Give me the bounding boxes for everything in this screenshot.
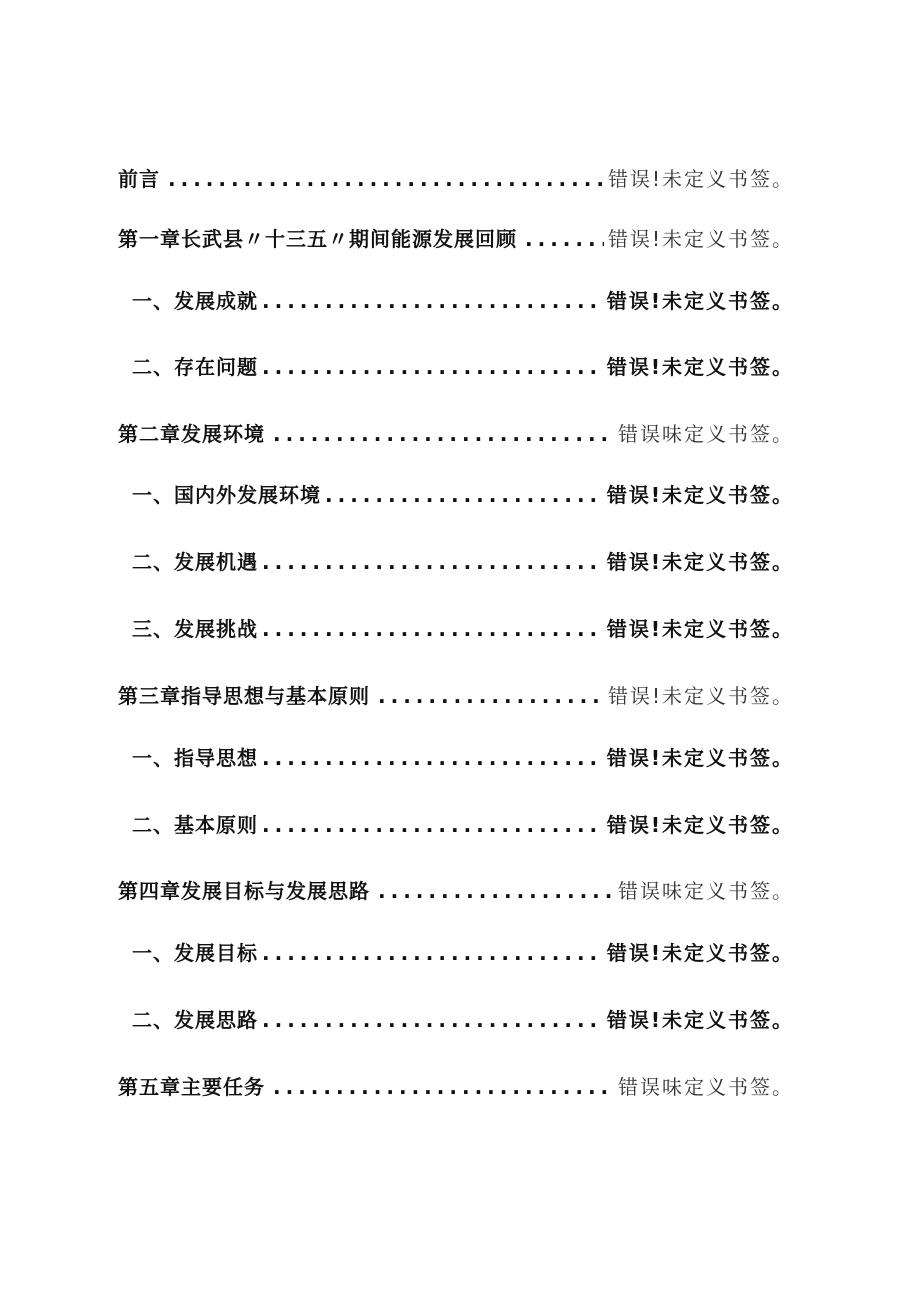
toc-page-reference: 错误!未定义书签。 bbox=[606, 550, 794, 574]
toc-dot-leader bbox=[262, 350, 603, 384]
toc-entry-chapter-3-section-1[interactable] bbox=[132, 741, 794, 775]
toc-entry-chapter-1-section-2[interactable] bbox=[132, 350, 794, 384]
toc-dot-leader bbox=[262, 545, 603, 579]
toc-entry-title: 前言 bbox=[118, 167, 160, 191]
toc-page-reference: 错误!未定义书签。 bbox=[606, 813, 794, 837]
toc-entry-chapter-5[interactable] bbox=[118, 1070, 794, 1104]
toc-entry-preface[interactable] bbox=[118, 162, 794, 196]
toc-entry-chapter-2-section-2[interactable] bbox=[132, 545, 794, 579]
toc-dot-leader bbox=[378, 874, 614, 908]
toc-dot-leader bbox=[262, 936, 603, 970]
toc-dot-leader bbox=[325, 478, 603, 512]
toc-entry-title: 二、存在问题 bbox=[132, 355, 258, 379]
toc-entry-chapter-3[interactable] bbox=[118, 679, 794, 713]
toc-entry-title: 一、发展目标 bbox=[132, 941, 258, 965]
toc-entry-title: 第三章指导思想与基本原则 bbox=[118, 684, 370, 708]
toc-dot-leader bbox=[168, 162, 604, 196]
toc-page-reference: 错误!未定义书签。 bbox=[606, 746, 794, 770]
toc-entry-title: 三、发展挑战 bbox=[132, 617, 258, 641]
toc-entry-chapter-2-section-1[interactable] bbox=[132, 478, 794, 512]
toc-entry-chapter-3-section-2[interactable] bbox=[132, 808, 794, 842]
toc-entry-chapter-4[interactable] bbox=[118, 874, 794, 908]
toc-dot-leader bbox=[262, 284, 603, 318]
toc-page-reference: 错误!未定义书签。 bbox=[606, 483, 794, 507]
toc-entry-chapter-2[interactable] bbox=[118, 417, 794, 451]
toc-page-reference: 错误味定义书签。 bbox=[618, 1075, 794, 1099]
toc-dot-leader bbox=[525, 222, 604, 256]
toc-entry-title: 第一章长武县〃十三五〃期间能源发展回顾 bbox=[118, 227, 517, 251]
toc-dot-leader bbox=[273, 1070, 614, 1104]
toc-entry-title: 第四章发展目标与发展思路 bbox=[118, 879, 370, 903]
toc-entry-chapter-1[interactable] bbox=[118, 222, 794, 256]
toc-page-reference: 错误!未定义书签。 bbox=[607, 227, 794, 251]
toc-entry-chapter-4-section-1[interactable] bbox=[132, 936, 794, 970]
toc-page-reference: 错误!未定义书签。 bbox=[606, 1008, 794, 1032]
toc-page-reference: 错误!未定义书签。 bbox=[607, 167, 794, 191]
toc-entry-title: 一、国内外发展环境 bbox=[132, 483, 321, 507]
toc-dot-leader bbox=[262, 1003, 603, 1037]
toc-entry-title: 第二章发展环境 bbox=[118, 422, 265, 446]
toc-entry-title: 二、基本原则 bbox=[132, 813, 258, 837]
toc-dot-leader bbox=[378, 679, 604, 713]
toc-entry-title: 一、指导思想 bbox=[132, 746, 258, 770]
toc-entry-chapter-2-section-3[interactable] bbox=[132, 612, 794, 646]
toc-entry-chapter-4-section-2[interactable] bbox=[132, 1003, 794, 1037]
toc-page-reference: 错误味定义书签。 bbox=[618, 422, 794, 446]
toc-entry-title: 第五章主要任务 bbox=[118, 1075, 265, 1099]
toc-dot-leader bbox=[262, 741, 603, 775]
toc-dot-leader bbox=[262, 808, 603, 842]
toc-entry-title: 二、发展思路 bbox=[132, 1008, 258, 1032]
toc-dot-leader bbox=[273, 417, 614, 451]
toc-page-reference: 错误!未定义书签。 bbox=[606, 617, 794, 641]
toc-page-reference: 错误!未定义书签。 bbox=[606, 289, 794, 313]
toc-page-reference: 错误!未定义书签。 bbox=[606, 355, 794, 379]
toc-page-reference: 错误!未定义书签。 bbox=[607, 684, 794, 708]
toc-page-reference: 错误味定义书签。 bbox=[618, 879, 794, 903]
toc-dot-leader bbox=[262, 612, 603, 646]
toc-entry-title: 二、发展机遇 bbox=[132, 550, 258, 574]
toc-entry-chapter-1-section-1[interactable] bbox=[132, 284, 794, 318]
toc-entry-title: 一、发展成就 bbox=[132, 289, 258, 313]
toc-page-reference: 错误!未定义书签。 bbox=[606, 941, 794, 965]
